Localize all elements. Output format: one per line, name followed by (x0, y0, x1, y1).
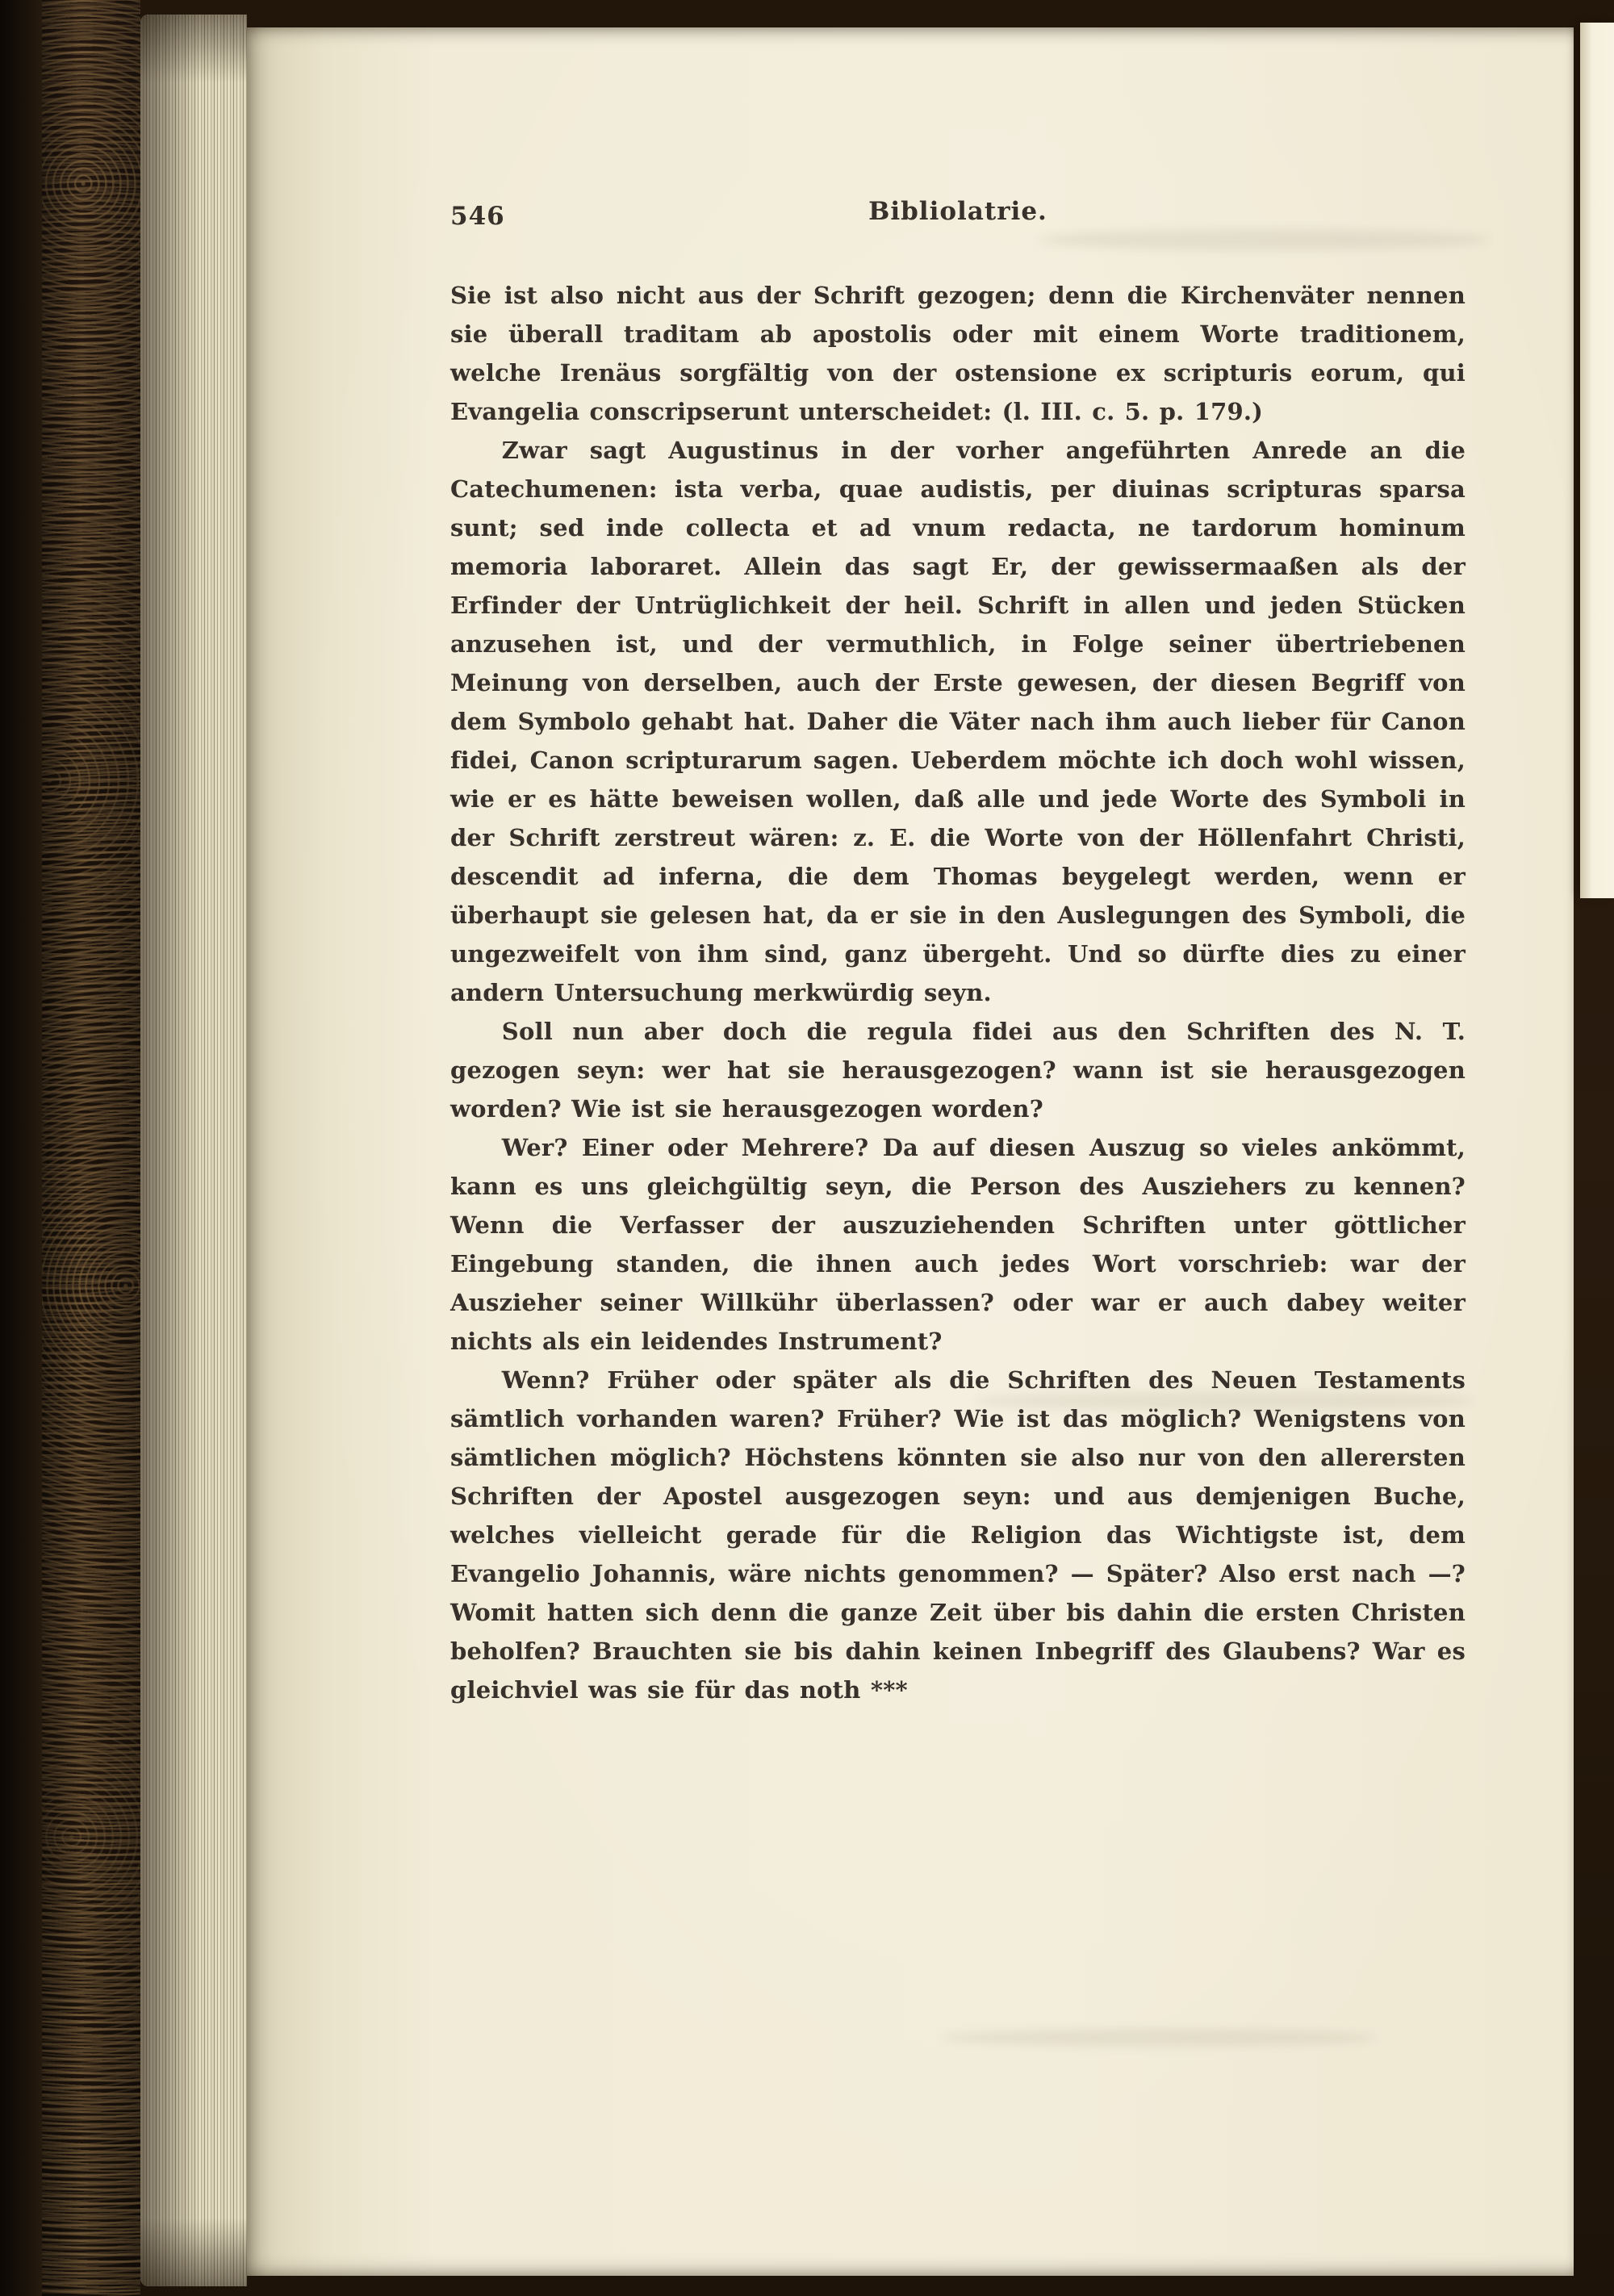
body-text (450, 276, 1466, 1709)
paragraph: Zwar sagt Augustinus in der vorher angeführten Anrede an die Catechumenen: ista verba, quae audistis, per diuinas scripturas sparsa sunt; sed inde collecta et ad vnum redacta, ne tardorum hominum memoria laboraret. Allein das sagt Er, der gewissermaaßen als der Erfinder der Untrüglichkeit der heil. Schrift in allen und jeden Stücken anzusehen ist, und der vermuthlich, in Folge seiner übertriebenen Meinung von derselben, auch der Erste gewesen, der diesen Begriff von dem Symbolo gehabt hat. Daher die Väter nach ihm auch lieber für Canon fidei, Canon scripturarum sagen. Ueberdem möchte ich doch wohl wissen, wie er es hätte beweisen wollen, daß alle und jede Worte des Symboli in der Schrift zerstreut wären: z. E. die Worte von der Höllenfahrt Christi, descendit ad inferna, die dem Thomas beygelegt werden, wenn er überhaupt sie gelesen hat, da er sie in den Auslegungen des Symboli, die ungezweifelt von ihm sind, ganz übergeht. Und so dürfte dies zu einer andern Untersuchung merkwürdig seyn. (450, 437, 1466, 1006)
paragraph: Wenn? Früher oder später als die Schriften des Neuen Testaments sämtlich vorhanden waren? Früher? Wie ist das möglich? Wenigstens von sämtlichen möglich? Höchstens könnten sie also nur von den allerersten Schriften der Apostel ausgezogen seyn: und aus demjenigen Buche, welches vielleicht gerade für die Religion das Wichtigste ist, dem Evangelio Johannis, wäre nichts genommen? — Später? Also erst nach —? Womit hatten sich denn die ganze Zeit über bis dahin die ersten Christen beholfen? Brauchten sie bis dahin keinen Inbegriff des Glaubens? War es gleichviel was sie für das noth *** (450, 1366, 1466, 1704)
paragraph: Sie ist also nicht aus der Schrift gezogen; denn die Kirchenväter nennen sie überall traditam ab apostolis oder mit einem Worte traditionem, welche Irenäus sorgfältig von der ostensione ex scripturis eorum, qui Evangelia conscripserunt unterscheidet: (l. III. c. 5. p. 179.) (450, 282, 1466, 425)
show-through-smudge (941, 2029, 1377, 2047)
running-head: Bibliolatrie. (868, 197, 1047, 226)
paragraph: Wer? Einer oder Mehrere? Da auf diesen Auszug so vieles ankömmt, kann es uns gleichgültig seyn, die Person des Ausziehers zu kennen? Wenn die Verfasser der auszuziehenden Schriften unter göttlicher Eingebung standen, die ihnen auch jedes Wort vorschrieb: war der Auszieher seiner Willkühr überlassen? oder war er auch dabey weiter nichts als ein leidendes Instrument? (450, 1134, 1466, 1355)
book-spine (0, 0, 47, 2296)
page-content (450, 197, 1466, 1709)
page-number: 546 (450, 202, 505, 231)
paragraph: Soll nun aber doch die regula fidei aus den Schriften des N. T. gezogen seyn: wer hat sie herausgezogen? wann ist sie herausgezogen worden? Wie ist sie herausgezogen worden? (450, 1018, 1466, 1123)
book-cover-marbling (42, 0, 140, 2296)
stacked-page-edges (140, 15, 247, 2286)
facing-page-sliver (1580, 23, 1614, 898)
book-page (247, 27, 1574, 2276)
page-header (450, 197, 1466, 253)
